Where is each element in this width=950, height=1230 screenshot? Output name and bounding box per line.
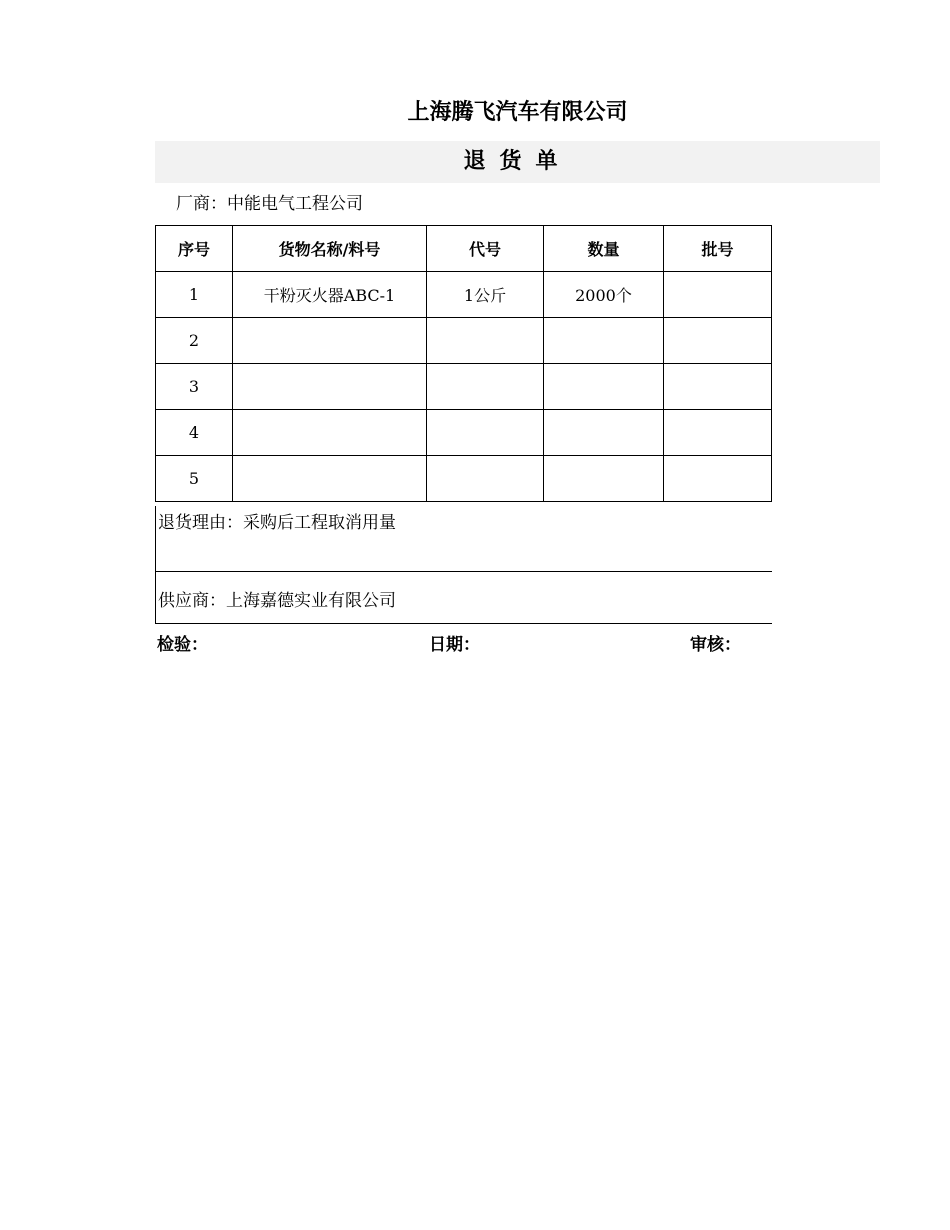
table-row — [156, 456, 772, 502]
form-title: 退货单 — [155, 141, 880, 183]
table-row — [156, 272, 772, 318]
cell-serial: 1 — [156, 272, 233, 318]
cell-goods-name — [233, 364, 427, 410]
cell-batch — [664, 364, 772, 410]
supplier-text: 供应商：上海嘉德实业有限公司 — [158, 591, 396, 611]
header-batch: 批号 — [664, 226, 772, 272]
header-goods-name: 货物名称/料号 — [233, 226, 427, 272]
cell-batch — [664, 410, 772, 456]
table-row — [156, 318, 772, 364]
header-code: 代号 — [427, 226, 544, 272]
cell-code — [427, 318, 544, 364]
cell-code: 1公斤 — [427, 272, 544, 318]
inspection-label: 检验： — [157, 635, 208, 655]
cell-serial: 5 — [156, 456, 233, 502]
cell-quantity — [544, 364, 664, 410]
cell-code — [427, 410, 544, 456]
goods-table — [155, 225, 772, 502]
vendor-line: 厂商：中能电气工程公司 — [176, 194, 363, 214]
cell-goods-name — [233, 410, 427, 456]
review-label: 审核： — [690, 635, 741, 655]
cell-goods-name — [233, 318, 427, 364]
cell-batch — [664, 456, 772, 502]
header-quantity: 数量 — [544, 226, 664, 272]
supplier-box — [155, 572, 772, 624]
cell-serial: 4 — [156, 410, 233, 456]
cell-quantity — [544, 318, 664, 364]
cell-batch — [664, 318, 772, 364]
table-header-row — [156, 226, 772, 272]
company-name: 上海腾飞汽车有限公司 — [407, 100, 628, 125]
cell-goods-name: 干粉灭火器ABC-1 — [233, 272, 427, 318]
cell-quantity — [544, 410, 664, 456]
cell-serial: 3 — [156, 364, 233, 410]
header-serial: 序号 — [156, 226, 233, 272]
table-row — [156, 410, 772, 456]
return-reason-box — [155, 506, 772, 572]
cell-serial: 2 — [156, 318, 233, 364]
cell-goods-name — [233, 456, 427, 502]
cell-quantity: 2000个 — [544, 272, 664, 318]
cell-code — [427, 456, 544, 502]
cell-quantity — [544, 456, 664, 502]
return-reason-text: 退货理由：采购后工程取消用量 — [158, 513, 396, 533]
date-label: 日期： — [429, 635, 480, 655]
cell-batch — [664, 272, 772, 318]
table-row — [156, 364, 772, 410]
cell-code — [427, 364, 544, 410]
